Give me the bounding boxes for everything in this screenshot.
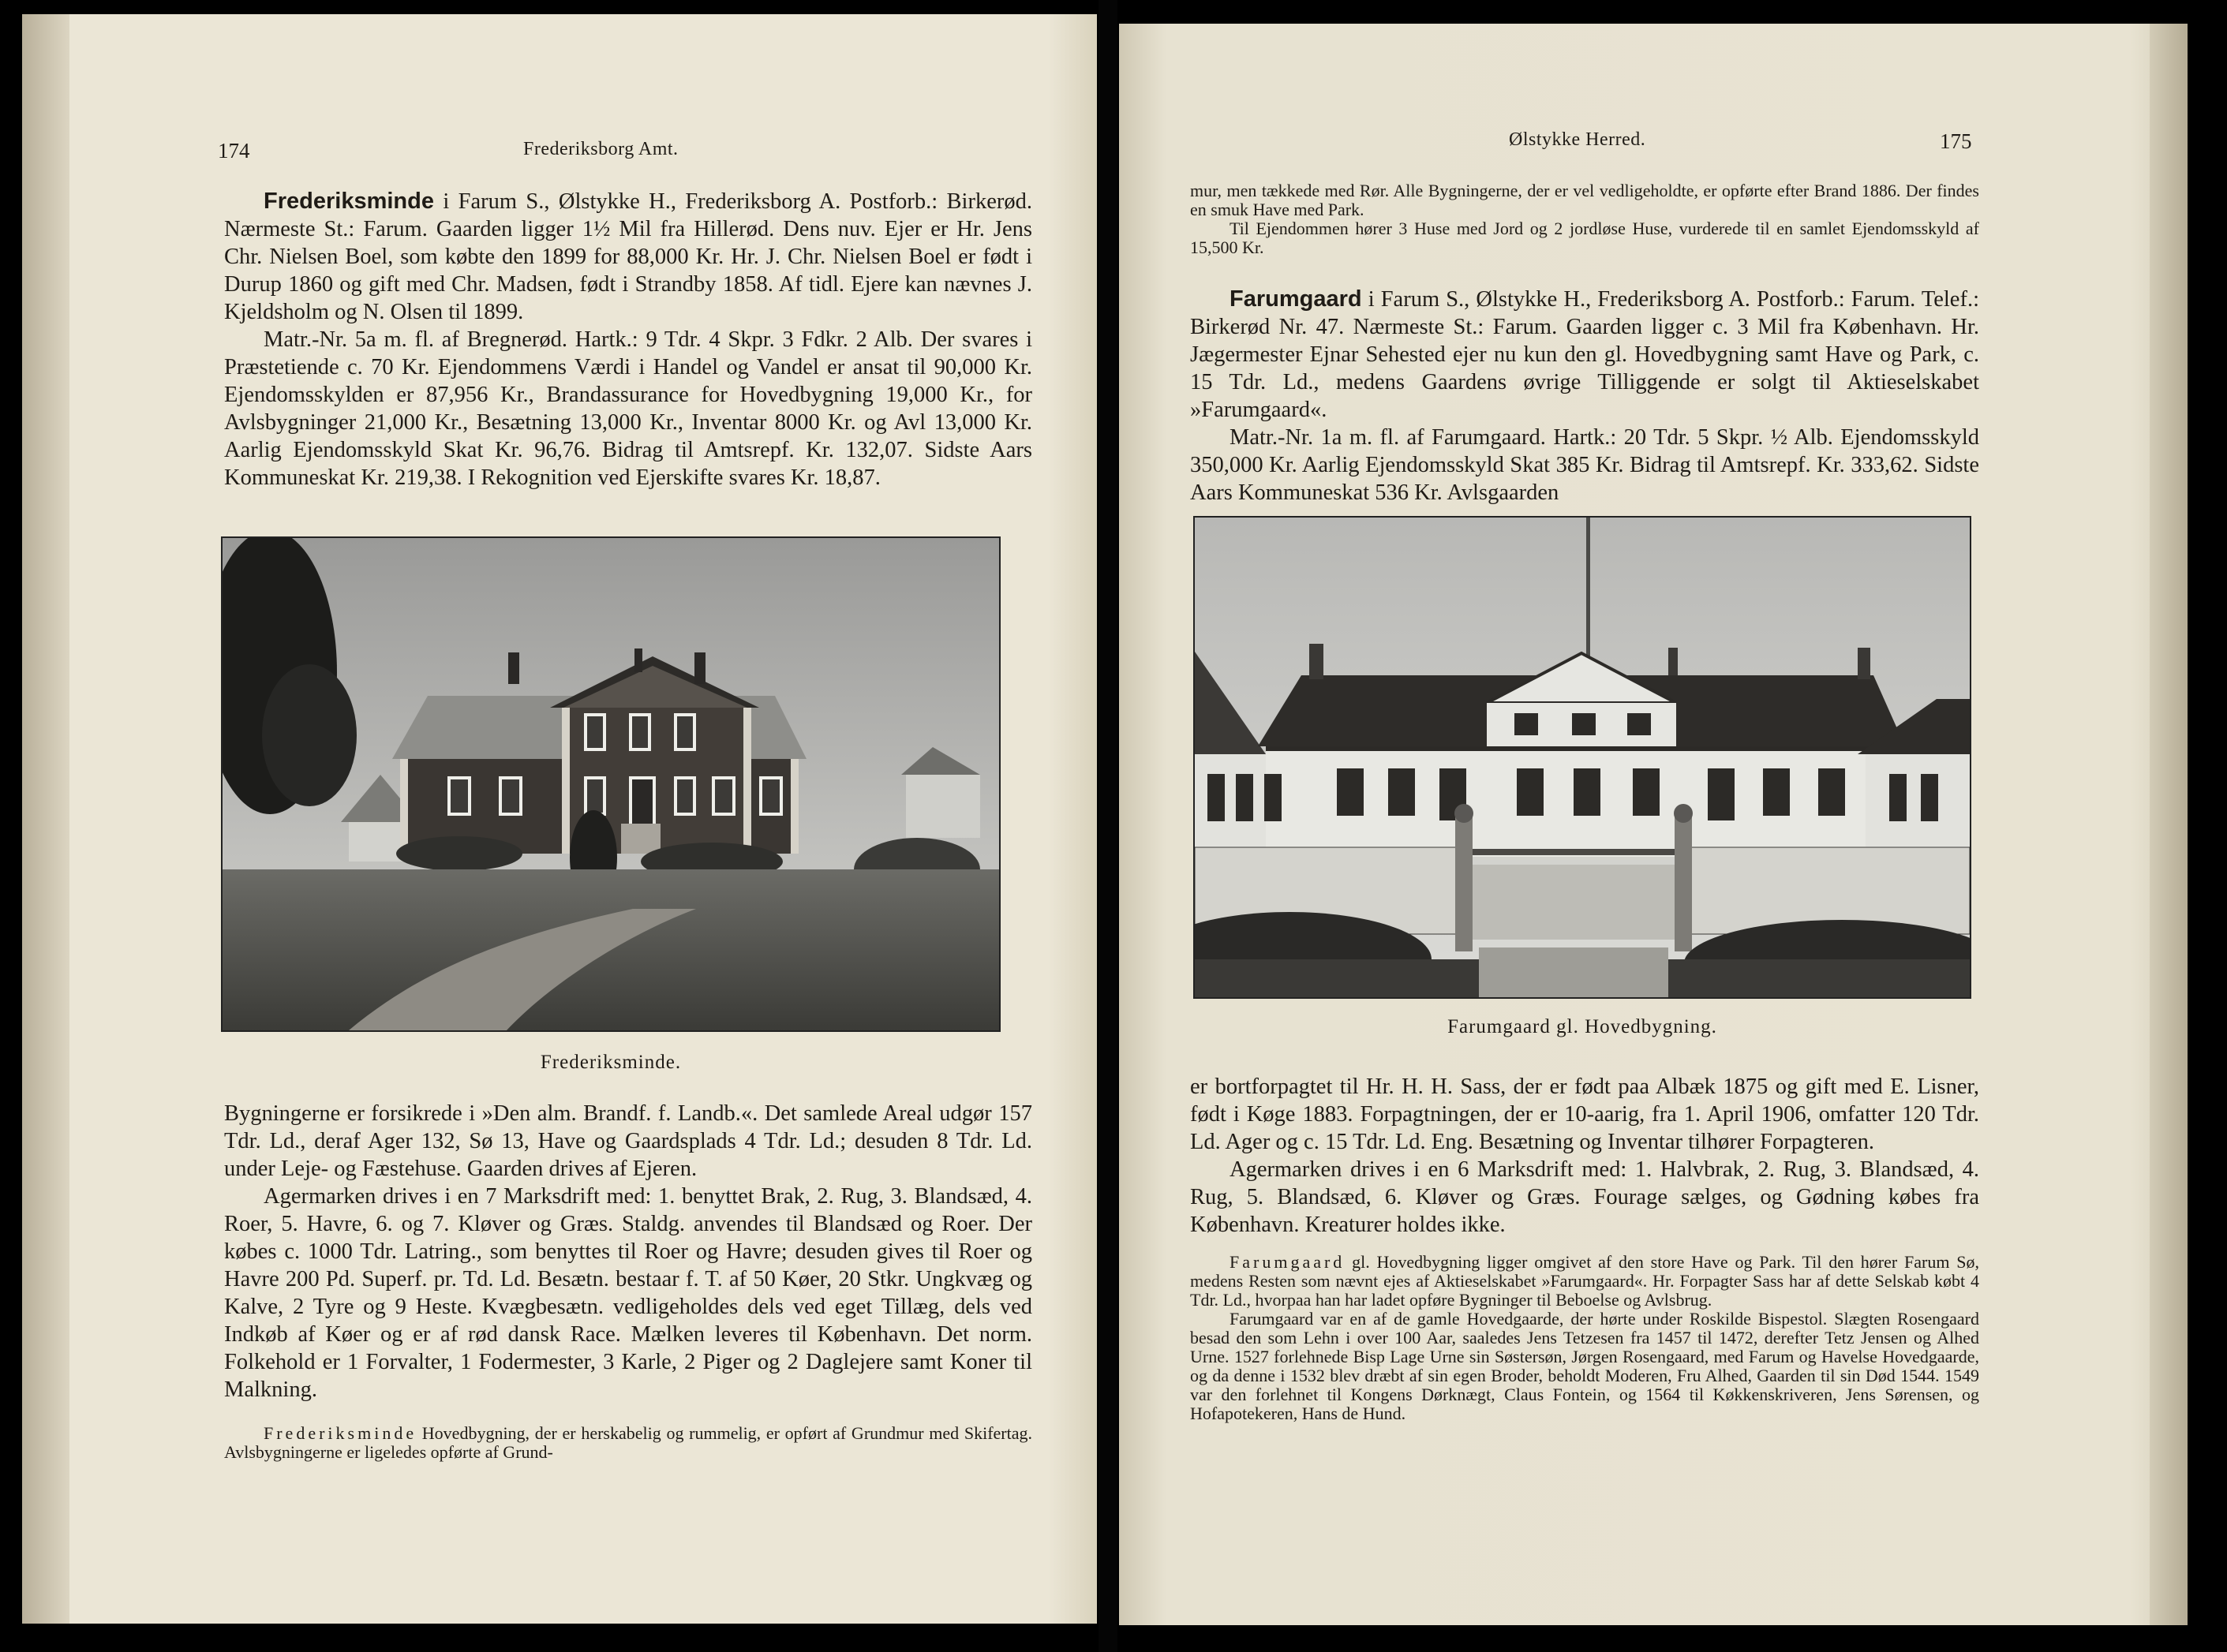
paragraph: i Farum S., Ølstykke H., Frederiksborg A. Postforb.: Farum. Telef.: Birkerød Nr. 47. Nærmeste St.: Farum. Gaarden ligger c. 3 Mil fra København. Hr. Jægermester Ejnar Sehested ejer nu kun den gl. Hovedbygning samt Have og Park, c. 15 Tdr. Ld., medens Gaardens øvrige Tilliggende er solgt til Aktieselskabet »Farumgaard«.: [1190, 287, 1979, 422]
small-text: Farumgaard var en af de gamle Hovedgaarde, der hørte under Roskilde Bispestol. Slægten Rosengaard besad den som Lehn i over 100 Aar, saaledes Jens Tetzesen fra 1457 til 1472, derefter Tetz Jensen og Alhed Urne. 1527 forlehnede Bisp Lage Urne sin Søstersøn, Jørgen Rosengaard, med Farum og Havelse Hovedgaarde, og da denne i 1532 blev dræbt af sin egen Broder, beholdt Moderen, Fru Alhed, Gaarden til sin Død 1544. 1549 var den forlehnet til Kongens Dørknægt, Claus Fontein, og 1564 til Køkkenskriveren, Jens Sørensen, og Hofapotekeren, Hans de Hund.: [1190, 1309, 1979, 1423]
small-text: mur, men tækkede med Rør. Alle Bygningerne, der er vel vedligeholdte, er opførte efter Brand 1886. Der findes en smuk Have med Park.: [1190, 181, 1979, 219]
small-text-block-top: [1190, 181, 1979, 257]
photo-farumgaard: [1193, 516, 1971, 999]
page-number: 174: [218, 139, 250, 163]
running-head: Frederiksborg Amt.: [523, 139, 679, 159]
page-edge: [22, 14, 69, 1624]
small-text-block: [224, 1424, 1032, 1462]
photo-frederiksminde: [221, 536, 1001, 1032]
paragraph: er bortforpagtet til Hr. H. H. Sass, der er født paa Albæk 1875 og gift med E. Lisner, født i Køge 1883. Forpagtningen, der er 10-aarig, fra 1. April 1906, omfatter 120 Tdr. Ld. Ager og c. 15 Tdr. Ld. Eng. Besætning og Inventar tilhører Forpagteren.: [1190, 1075, 1979, 1154]
small-text: gl. Hovedbygning ligger omgivet af den store Have og Park. Til den hører Farum Sø, medens Resten som nævnt ejes af Aktieselskabet »Farumgaard«. Hr. Forpagter Sass har af dette Selskab købt 4 Tdr. Ld., hvorpaa han har ladet opføre Bygninger til Beboelse og Avlsbrug.: [1190, 1252, 1979, 1310]
text-block-bottom: [1190, 1073, 1979, 1239]
small-lead: Frederiksminde: [264, 1423, 417, 1443]
entry-title: Farumgaard: [1230, 286, 1362, 312]
text-block-top: [1190, 286, 1979, 506]
text-block-bottom: [224, 1100, 1032, 1403]
book-binding: [1099, 0, 1117, 1652]
paragraph: Bygningerne er forsikrede i »Den alm. Brandf. f. Landb.«. Det samlede Areal udgør 157 Tdr. Ld., deraf Ager 132, Sø 13, Have og Gaardsplads 4 Tdr. Ld.; desuden 8 Tdr. Ld. under Leje- og Fæstehuse. Gaarden drives af Ejeren.: [224, 1101, 1032, 1181]
photo-caption: Frederiksminde.: [540, 1052, 682, 1073]
paragraph: Agermarken drives i en 6 Marksdrift med: 1. Halvbrak, 2. Rug, 3. Blandsæd, 4. Rug, 5. Blandsæd, 6. Kløver og Græs. Fourage sælges, og Gødning købes fra København. Kreaturer holdes ikke.: [1190, 1157, 1979, 1237]
left-page: [22, 14, 1097, 1624]
paragraph: Agermarken drives i en 7 Marksdrift med: 1. benyttet Brak, 2. Rug, 3. Blandsæd, 4. Roer, 5. Havre, 6. og 7. Kløver og Græs. Staldg. anvendes til Blandsæd og Roer. Der købes c. 1000 Tdr. Latring., som benyttes til Roer og Havre; desuden gives til Roer og Havre 200 Pd. Superf. pr. Td. Ld. Besætn. bestaar f. T. af 50 Køer, 20 Stkr. Ungkvæg og Kalve, 2 Tyre og 9 Heste. Kvægbesætn. vedligeholdes dels ved eget Tillæg, dels ved Indkøb af Køer og er af rød dansk Race. Mælken leveres til København. Det norm. Folkehold er 1 Forvalter, 1 Fodermester, 3 Karle, 2 Piger og 2 Daglejere samt Koner til Malkning.: [224, 1184, 1032, 1402]
small-lead: Farumgaard: [1230, 1252, 1346, 1272]
page-number: 175: [1940, 129, 1972, 153]
paragraph: Matr.-Nr. 5a m. fl. af Bregnerød. Hartk.: 9 Tdr. 4 Skpr. 3 Fdkr. 2 Alb. Der svares i Præstetiende c. 70 Kr. Ejendommens Værdi i Handel og Vandel er ansat til 90,000 Kr. Ejendomsskylden er 87,956 Kr., Brandassurance for Hovedbygning 19,000 Kr., for Avlsbygninger 21,000 Kr., Besætning 13,000 Kr., Inventar 8000 Kr. og Avl 13,000 Kr. Aarlig Ejendomsskyld Skat Kr. 96,76. Bidrag til Amtsrepf. Kr. 132,07. Sidste Aars Kommuneskat Kr. 219,38. I Rekognition ved Ejerskifte svares Kr. 18,87.: [224, 327, 1032, 490]
page-edge: [2150, 24, 2188, 1625]
paragraph: i Farum S., Ølstykke H., Frederiksborg A. Postforb.: Birkerød. Nærmeste St.: Farum. Gaarden ligger 1½ Mil fra Hillerød. Dens nuv. Ejer er Hr. Jens Chr. Nielsen Boel, som købte den 1899 for 88,000 Kr. Hr. J. Chr. Nielsen Boel er født i Durup 1860 og gift med Chr. Madsen, født i Strandby 1858. Af tidl. Ejere kan nævnes J. Kjeldsholm og N. Olsen til 1899.: [224, 189, 1032, 324]
paragraph: Matr.-Nr. 1a m. fl. af Farumgaard. Hartk.: 20 Tdr. 5 Skpr. ½ Alb. Ejendomsskyld 350,000 Kr. Aarlig Ejendomsskyld Skat 385 Kr. Bidrag til Amtsrepf. Kr. 333,62. Sidste Aars Kommuneskat 536 Kr. Avlsgaarden: [1190, 425, 1979, 505]
photo-caption: Farumgaard gl. Hovedbygning.: [1447, 1016, 1717, 1037]
small-text: Hovedbygning, der er herskabelig og rummelig, er opført af Grundmur med Skifertag. Avlsbygningerne er ligeledes opførte af Grund-: [224, 1423, 1032, 1462]
house-photo-illustration: [223, 538, 999, 1030]
right-page: [1119, 24, 2188, 1625]
text-block-top: [224, 188, 1032, 491]
small-text-block-bottom: [1190, 1253, 1979, 1423]
running-head: Ølstykke Herred.: [1509, 129, 1646, 150]
manor-photo-illustration: [1195, 518, 1970, 997]
entry-title: Frederiksminde: [264, 189, 434, 214]
small-text: Til Ejendommen hører 3 Huse med Jord og 2 jordløse Huse, vurderede til en samlet Ejendomsskyld af 15,500 Kr.: [1190, 219, 1979, 257]
